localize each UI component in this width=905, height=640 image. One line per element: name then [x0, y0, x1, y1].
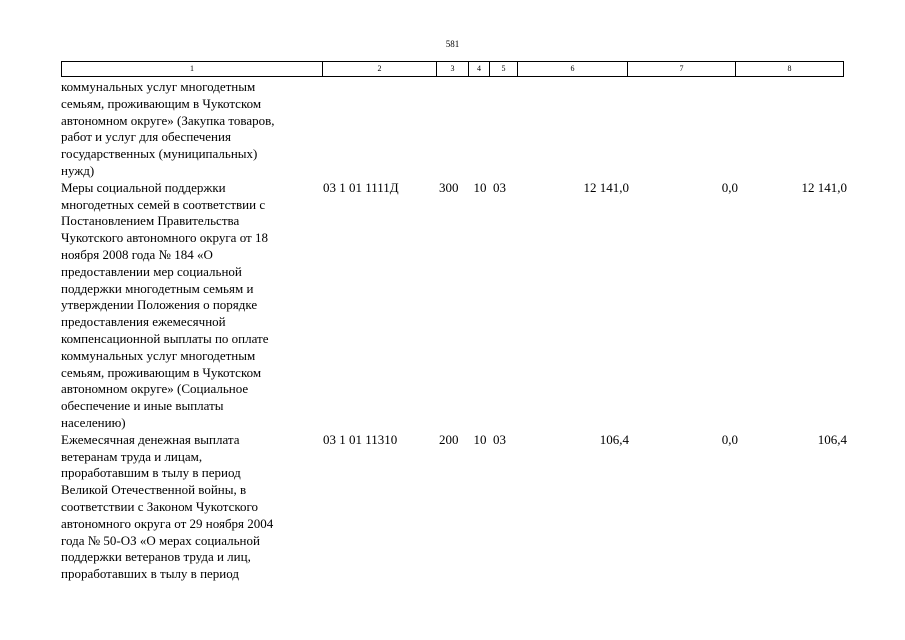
column-number-5: 5 [490, 62, 518, 77]
row-col4 [470, 79, 490, 180]
description-line: компенсационной выплаты по оплате [61, 330, 269, 346]
row-code: 03 1 01 11310 [323, 431, 398, 447]
row-col8: 106,4 [817, 431, 847, 447]
table-row [61, 79, 847, 180]
description-line: утверждении Положения о порядке [61, 297, 258, 313]
description-line: семьям, проживающим в Чукотском [61, 95, 262, 111]
row-col3 [436, 79, 470, 180]
row-col7: 0,0 [721, 179, 738, 195]
column-number-4: 4 [469, 62, 490, 77]
column-number-8: 8 [736, 62, 844, 77]
row-col5 [490, 79, 520, 180]
description-line: поддержки многодетным семьям и [61, 280, 254, 296]
description-line: обеспечение и иные выплаты [61, 398, 224, 414]
column-number-7: 7 [628, 62, 736, 77]
description-line: проработавшим в тылу в период [61, 465, 241, 481]
description-line: Чукотского автономного округа от 18 [61, 230, 268, 246]
budget-table [61, 79, 847, 583]
column-number-header [61, 61, 844, 77]
row-col3: 300 [439, 179, 459, 195]
row-col5: 03 [493, 179, 506, 195]
description-line: Великой Отечественной войны, в [61, 482, 247, 498]
description-line: работ и услуг для обеспечения [61, 129, 231, 145]
row-col8: 12 141,0 [801, 179, 847, 195]
row-col8 [740, 79, 847, 180]
row-col6: 12 141,0 [583, 179, 629, 195]
row-col5: 03 [493, 431, 506, 447]
description-line: автономного округа от 29 ноября 2004 [61, 515, 274, 531]
description-line: автономном округе» (Социальное [61, 381, 249, 397]
row-description [61, 180, 321, 432]
column-number-row [62, 62, 844, 77]
row-col6 [520, 79, 631, 180]
column-number-3: 3 [437, 62, 469, 77]
description-line: Ежемесячная денежная выплата [61, 431, 240, 447]
description-line: автономном округе» (Закупка товаров, [61, 112, 275, 128]
description-line: года № 50-ОЗ «О мерах социальной [61, 532, 260, 548]
description-line: коммунальных услуг многодетным [61, 347, 256, 363]
description-line: семьям, проживающим в Чукотском [61, 364, 262, 380]
row-col6: 106,4 [599, 431, 629, 447]
description-line: предоставления ежемесячной [61, 314, 226, 330]
row-col7: 0,0 [721, 431, 738, 447]
description-line: ноября 2008 года № 184 «О [61, 246, 213, 262]
description-line: государственных (муниципальных) [61, 146, 258, 162]
description-line: Меры социальной поддержки [61, 179, 226, 195]
description-line: нужд) [61, 162, 95, 178]
description-line: соответствии с Законом Чукотского [61, 498, 259, 514]
column-number-1: 1 [62, 62, 323, 77]
description-line: предоставлении мер социальной [61, 263, 242, 279]
description-line: ветеранам труда и лицам, [61, 448, 203, 464]
row-description [61, 432, 321, 583]
table-row [61, 180, 847, 432]
row-code: 03 1 01 1111Д [323, 179, 399, 195]
row-col3: 200 [439, 431, 459, 447]
row-description [61, 79, 321, 180]
page-number: 581 [445, 39, 460, 49]
column-number-2: 2 [323, 62, 437, 77]
row-code [321, 79, 436, 180]
description-line: проработавших в тылу в период [61, 566, 239, 582]
row-col7 [631, 79, 740, 180]
description-line: многодетных семей в соответствии с [61, 196, 266, 212]
description-line: Постановлением Правительства [61, 213, 240, 229]
column-number-6: 6 [518, 62, 628, 77]
description-line: населению) [61, 414, 126, 430]
description-line: поддержки ветеранов труда и лиц, [61, 549, 251, 565]
description-line: коммунальных услуг многодетным [61, 79, 256, 94]
row-col4: 10 [473, 179, 487, 195]
row-col4: 10 [473, 431, 487, 447]
table-row [61, 432, 847, 583]
